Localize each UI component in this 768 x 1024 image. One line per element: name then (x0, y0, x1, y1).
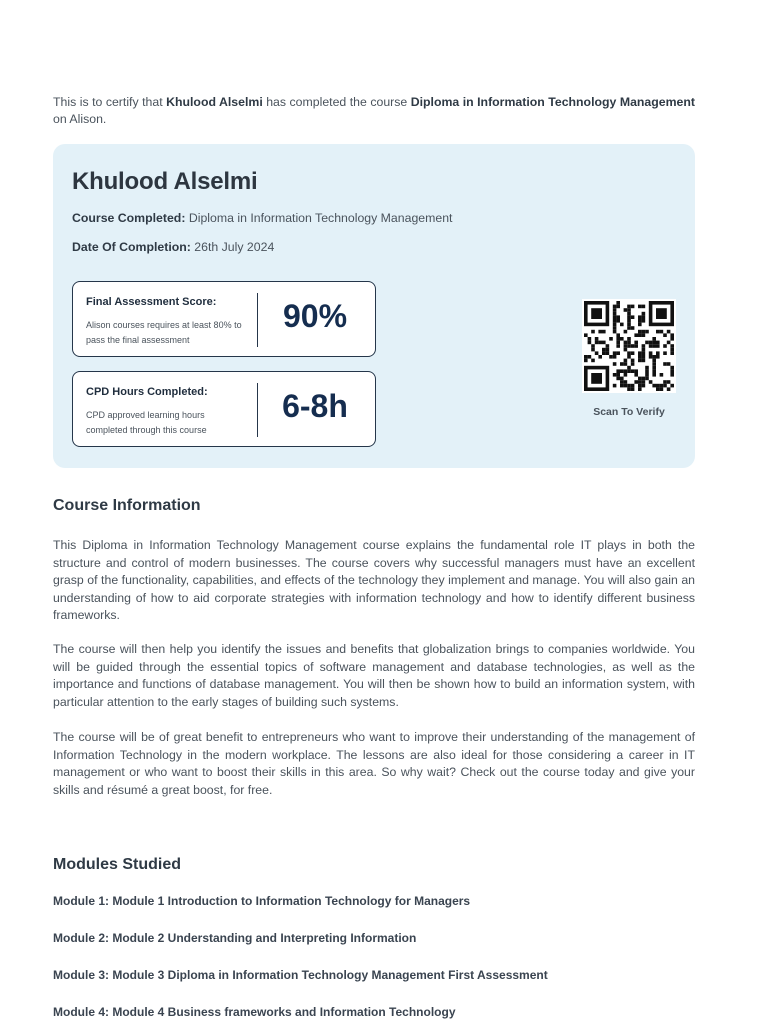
cpd-hours-title: CPD Hours Completed: (86, 386, 208, 398)
stat-divider (257, 293, 258, 347)
final-score-value: 90% (282, 298, 348, 334)
course-paragraph-3: The course will be of great benefit to entrepreneurs who want to improve their understanding of the management of Information Technology in the modern workplace. The lessons are also ideal for those considering a career in IT management or who want to boost their skills in this area. So why wait? Check out the course today and give your skills and résumé a great boost, for free. (53, 730, 695, 797)
certificate-card (53, 144, 695, 468)
intro-learner-name: Khulood Alselmi (166, 95, 263, 109)
course-paragraph-2: The course will then help you identify the issues and benefits that globalization brings to companies worldwide. You will be guided through the essential topics of software management and database technologies, as well as the importance and functions of database management. You will then be shown how to build an information system, with particular attention to the early stages of building such systems. (53, 642, 695, 709)
final-score-title: Final Assessment Score: (86, 296, 217, 308)
stat-divider (257, 383, 258, 437)
modules-studied-heading: Modules Studied (53, 856, 181, 873)
course-paragraph-1: This Diploma in Information Technology Management course explains the fundamental role IT plays in both the structure and control of modern businesses. The course covers why successful managers must have an excellent grasp of the functionality, capabilities, and effects of the technology they implement and manage. You will also gain an understanding of how to aid corporate strategies with information technology and how to identify different business frameworks. (53, 538, 695, 622)
cpd-hours-value: 6-8h (282, 388, 348, 424)
certification-statement: This is to certify that Khulood Alselmi has completed the course Diploma in Information Technology Management on Alison. (53, 95, 695, 126)
module-item: Module 4: Module 4 Business frameworks and Information Technology (53, 1005, 456, 1019)
course-completed-line: Course Completed: Diploma in Information Technology Management (72, 211, 453, 225)
cpd-hours-description: CPD approved learning hours completed through this course (86, 410, 207, 435)
intro-course-name: Diploma in Information Technology Management (410, 95, 695, 109)
module-item: Module 2: Module 2 Understanding and Interpreting Information (53, 931, 417, 945)
course-information-heading: Course Information (53, 497, 201, 514)
final-score-description: Alison courses requires at least 80% to pass the final assessment (86, 320, 242, 345)
module-item: Module 3: Module 3 Diploma in Information Technology Management First Assessment (53, 968, 548, 982)
final-score-box (72, 281, 376, 357)
cpd-hours-box (72, 371, 376, 447)
module-item: Module 1: Module 1 Introduction to Information Technology for Managers (53, 894, 471, 908)
scan-to-verify-label: Scan To Verify (593, 406, 665, 418)
completion-date-line: Date Of Completion: 26th July 2024 (72, 240, 275, 254)
qr-code-icon[interactable] (582, 299, 676, 393)
learner-name: Khulood Alselmi (72, 168, 258, 195)
